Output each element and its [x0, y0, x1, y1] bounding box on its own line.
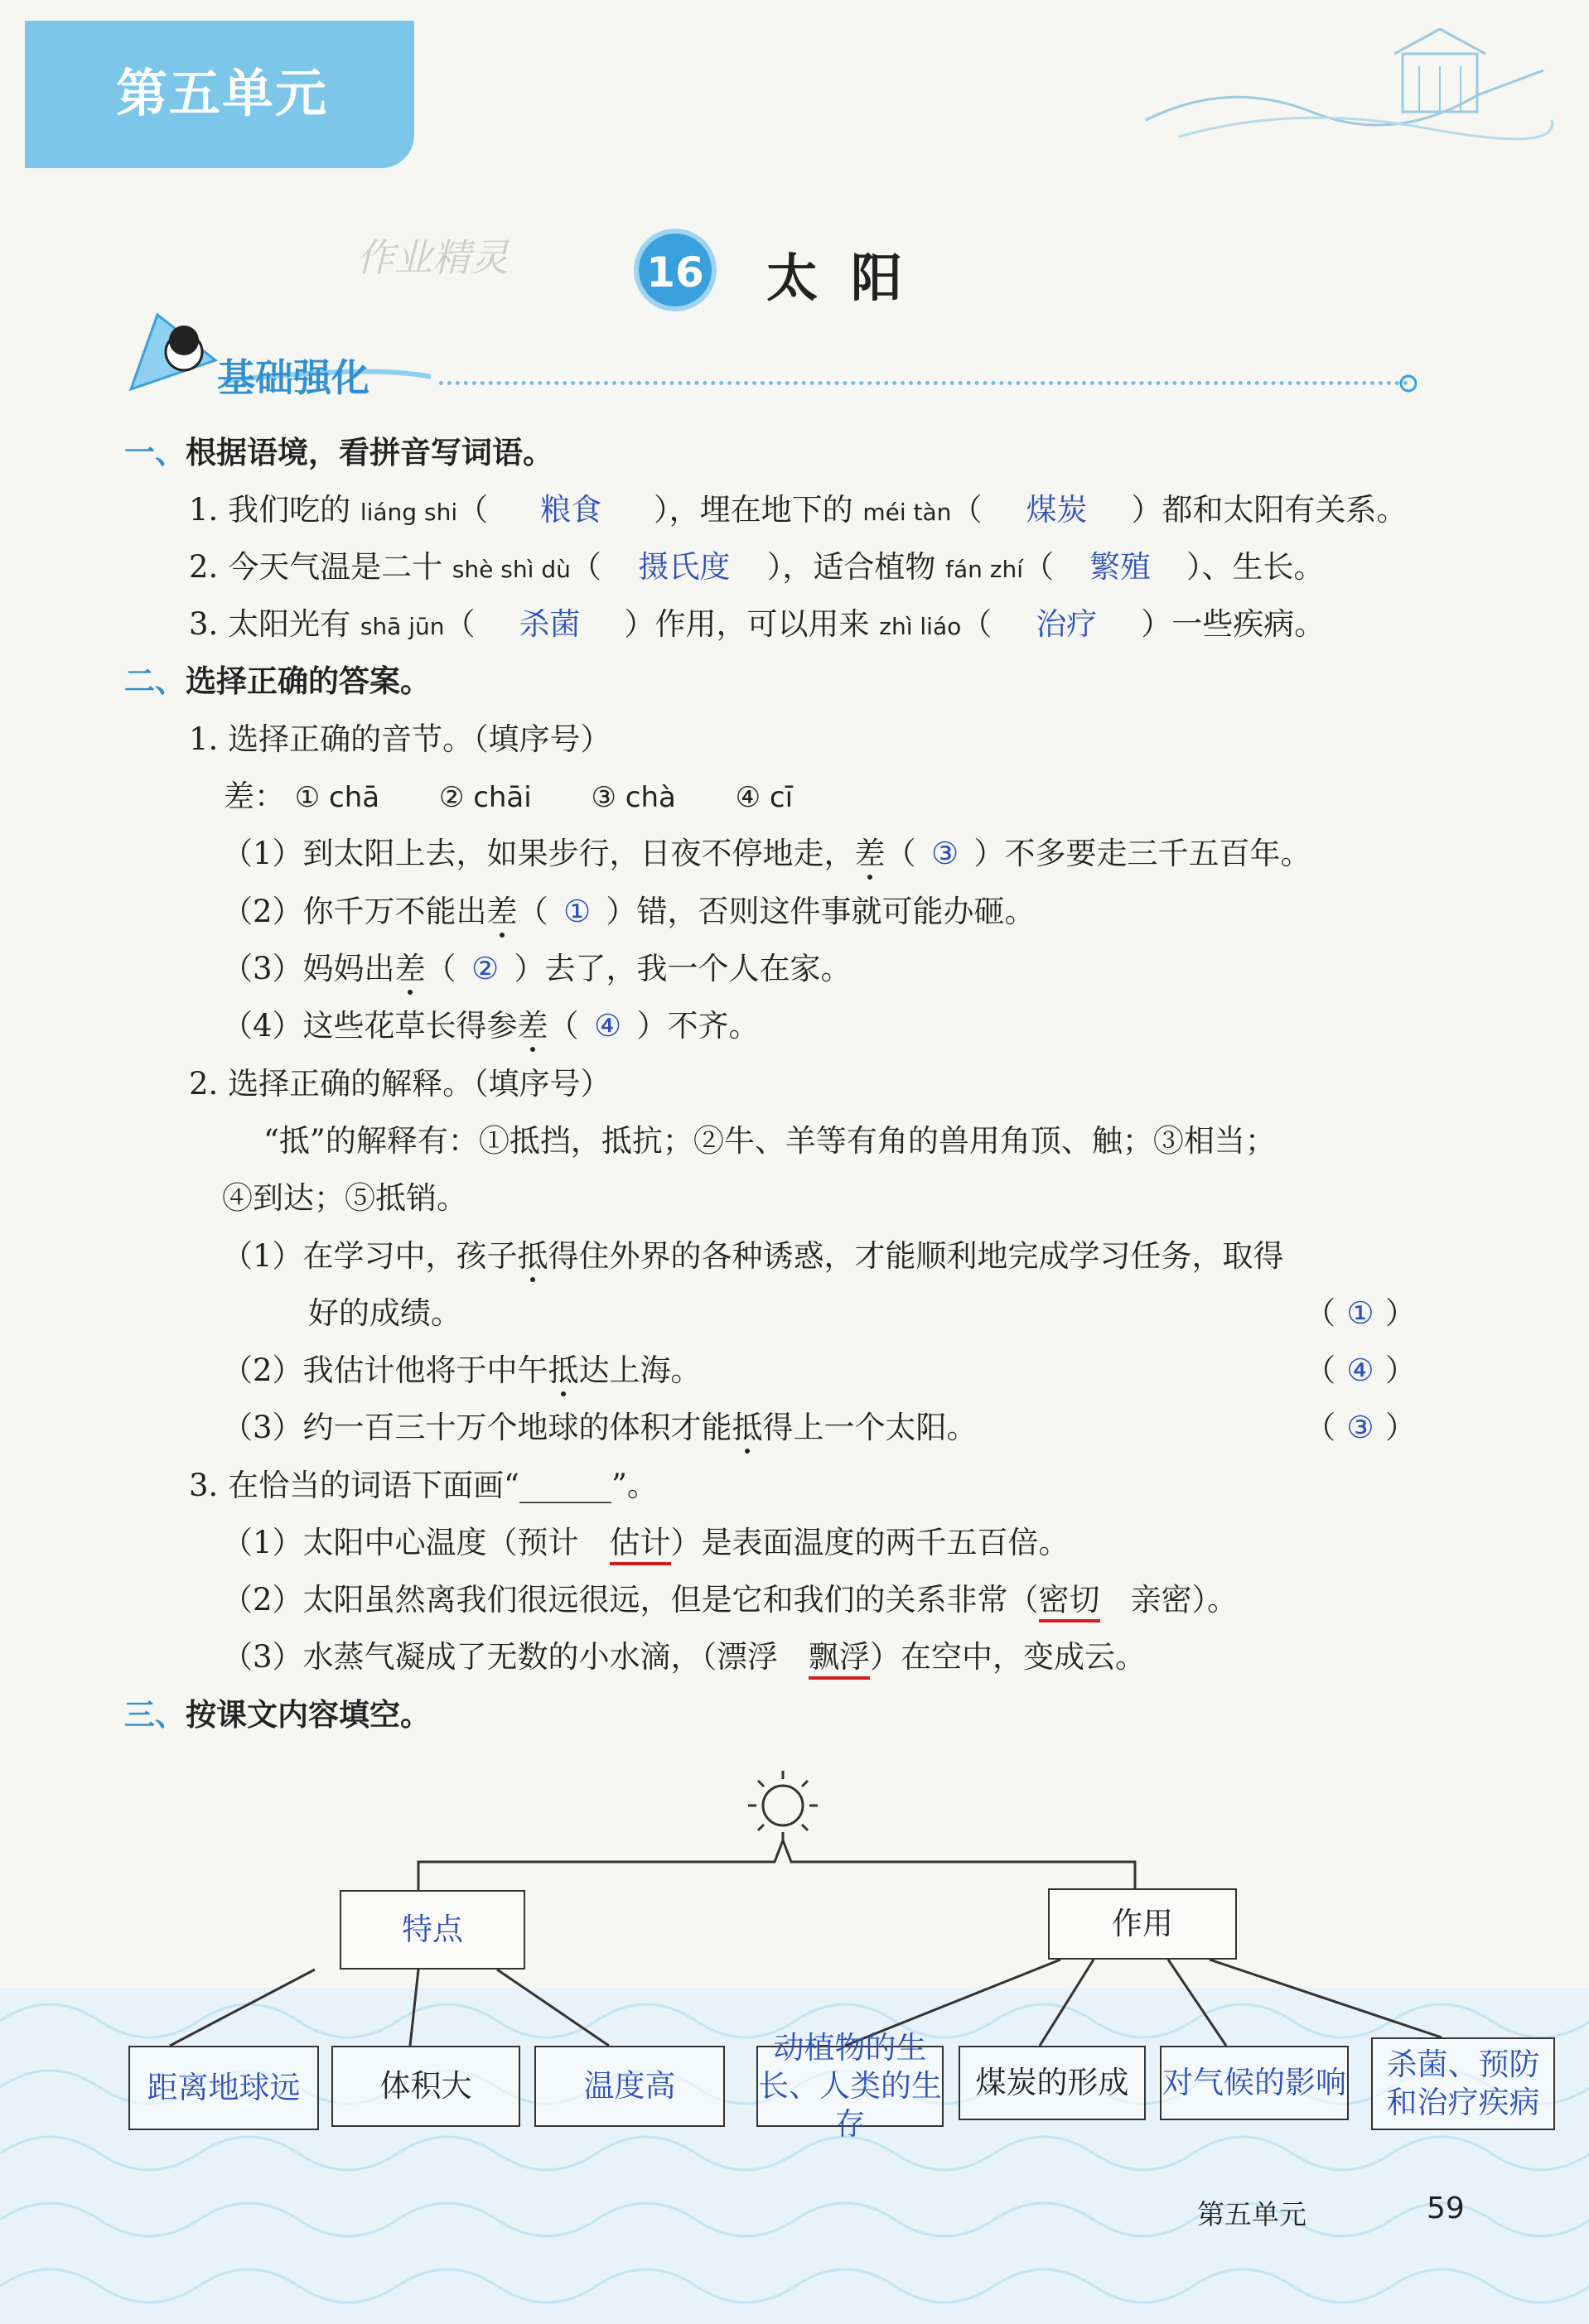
q3-item-2: （2）太阳虽然离我们很远很远，但是它和我们的关系非常（密切 亲密）。 — [222, 1574, 1238, 1619]
q1-item-2: （2）你千万不能出差（ ① ）错，否则这件事就可能办砸。 — [222, 894, 1036, 929]
diagram-left-title: 特点 — [340, 1890, 525, 1970]
q2-item-1-line1: （1）在学习中，孩子抵得住外界的各种诱惑，才能顺利地完成学习任务，取得 — [222, 1238, 1284, 1274]
answer-text: 杀菌 — [519, 606, 581, 642]
page-number: 59 — [1427, 2191, 1465, 2225]
q3-item-1: （1）太阳中心温度（预计 估计）是表面温度的两千五百倍。 — [222, 1517, 1070, 1562]
answer-text: 粮食 — [540, 492, 602, 528]
lesson-number: 16 — [646, 248, 704, 297]
q2-explain-line1: “抵”的解释有：①抵挡，抵抗；②牛、羊等有角的兽用角顶、触；③相当； — [263, 1123, 1276, 1159]
diagram-right-title: 作用 — [1048, 1888, 1237, 1960]
landscape-illustration — [1129, 21, 1560, 153]
diagram-left-item-2: 体积大 — [331, 2046, 520, 2127]
q1-title: 1. 选择正确的音节。（填序号） — [189, 721, 611, 757]
unit-tab — [25, 21, 414, 168]
q1-options: 差： ① chā ② chāi ③ chà ④ cī — [224, 779, 794, 814]
underlined-answer: 密切 — [1039, 1582, 1100, 1622]
underlined-answer: 飘浮 — [809, 1639, 870, 1680]
lesson-number-badge — [634, 229, 717, 311]
q2-explain-line2: ④到达；⑤抵销。 — [222, 1180, 467, 1216]
part3-heading: 三、按课文内容填空。 — [124, 1697, 431, 1733]
q3-item-3: （3）水蒸气凝成了无数的小水滴，（漂浮 飘浮）在空中，变成云。 — [222, 1632, 1146, 1676]
answer-text: 繁殖 — [1089, 549, 1151, 585]
underlined-answer: 估计 — [610, 1525, 671, 1565]
answer-text: ① — [563, 894, 592, 929]
part1-item-2: 2. 今天气温是二十 shè shì dù（ 摄氏度 ），适合植物 fán zhí（ 繁殖 ）、生长。 — [189, 542, 1325, 586]
footer-unit: 第五单元 — [1197, 2198, 1306, 2230]
diagram-right-item-1: 动植物的生长、人类的生存 — [758, 2029, 942, 2143]
part1-item-1: 1. 我们吃的 liáng shi（ 粮食 ），埋在地下的 méi tàn（ 煤炭 ）都和太阳有关系。 — [189, 485, 1407, 529]
answer-text: 治疗 — [1036, 606, 1098, 642]
diagram-left-item-3: 温度高 — [534, 2046, 725, 2127]
part1-item-3: 3. 太阳光有 shā jūn（ 杀菌 ）作用，可以用来 zhì liáo（ 治疗 ）一些疾病。 — [189, 599, 1325, 644]
unit-title: 第五单元 — [116, 63, 329, 123]
q2-title: 2. 选择正确的解释。（填序号） — [189, 1066, 611, 1102]
lesson-title: 太阳 — [766, 248, 936, 308]
q1-item-4: （4）这些花草长得参差（ ④ ）不齐。 — [222, 1008, 760, 1044]
answer-text: ④ — [593, 1008, 622, 1044]
dotted-divider — [439, 381, 1408, 385]
q2-item-3-answer: （ ③ ） — [1305, 1410, 1416, 1445]
diagram-right-item-4: 杀菌、预防和治疗疾病 — [1371, 2037, 1555, 2130]
part1-heading: 一、根据语境，看拼音写词语。 — [124, 435, 553, 470]
part2-heading: 二、选择正确的答案。 — [124, 663, 431, 699]
section-banner-title: 基础强化 — [217, 355, 369, 400]
answer-text: ③ — [930, 836, 959, 871]
diagram-right-item-3: 对气候的影响 — [1160, 2046, 1349, 2120]
sun-icon — [748, 1771, 818, 1840]
q3-title: 3. 在恰当的词语下面画“______”。 — [189, 1468, 658, 1503]
q2-item-1-answer: （ ① ） — [1305, 1295, 1416, 1331]
answer-text: 煤炭 — [1026, 492, 1088, 528]
answer-text: 摄氏度 — [638, 549, 731, 585]
diagram-right-item-2: 煤炭的形成 — [959, 2046, 1146, 2120]
q2-item-2: （2）我估计他将于中午抵达上海。 — [222, 1352, 702, 1388]
q1-item-1: （1）到太阳上去，如果步行，日夜不停地走，差（ ③ ）不多要走三千五百年。 — [222, 836, 1311, 871]
q1-item-3: （3）妈妈出差（ ② ）去了，我一个人在家。 — [222, 951, 852, 986]
q2-item-3: （3）约一百三十万个地球的体积才能抵得上一个太阳。 — [222, 1410, 978, 1445]
watermark: 作业精灵 — [356, 235, 509, 280]
diagram-left-item-1: 距离地球远 — [128, 2046, 319, 2130]
q2-item-1-line2: 好的成绩。 — [308, 1295, 461, 1331]
answer-text: ② — [471, 951, 500, 986]
q2-item-2-answer: （ ④ ） — [1305, 1352, 1416, 1388]
